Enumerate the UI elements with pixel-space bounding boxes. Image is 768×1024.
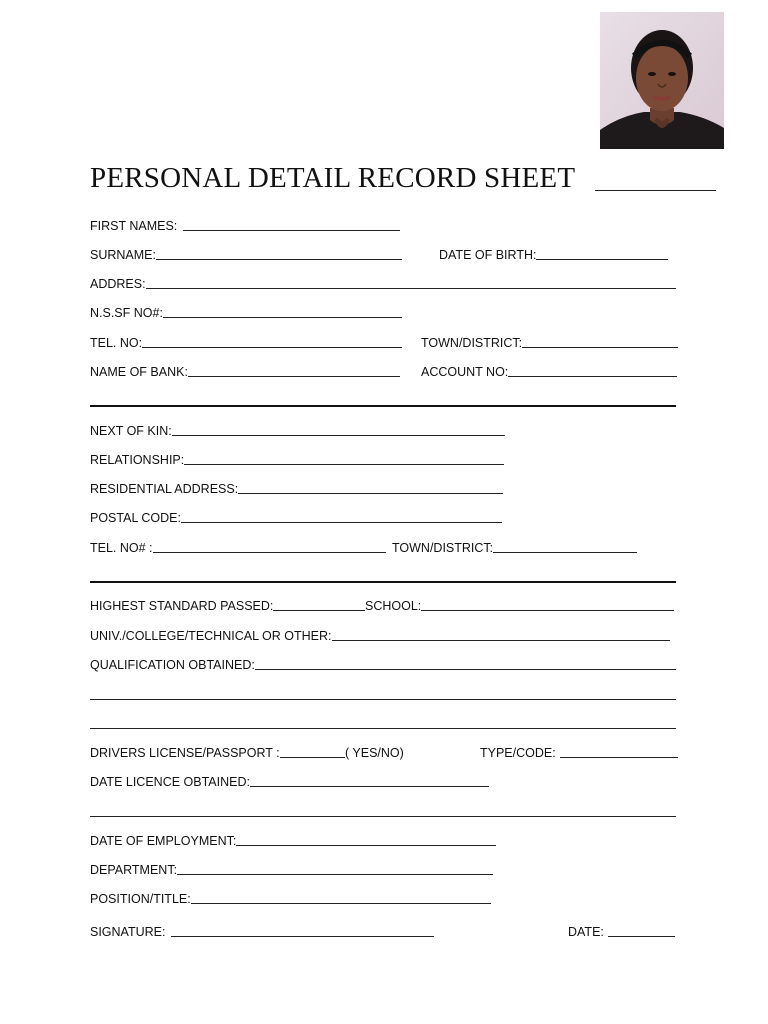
relationship-field[interactable] <box>90 448 504 468</box>
address-label: ADDRES: <box>90 277 146 291</box>
nssf-no-line[interactable] <box>163 317 402 318</box>
first-names-field[interactable] <box>90 214 400 234</box>
position-title-line[interactable] <box>191 903 491 904</box>
signature-field[interactable] <box>90 920 434 940</box>
surname-field[interactable] <box>90 243 402 263</box>
drivers-license-label: DRIVERS LICENSE/PASSPORT : <box>90 746 280 760</box>
type-code-label: TYPE/CODE: <box>480 746 556 760</box>
town-district-label: TOWN/DISTRICT: <box>421 336 523 350</box>
residential-address-line[interactable] <box>238 493 503 494</box>
section-divider <box>90 581 676 583</box>
nssf-no-label: N.S.SF NO#: <box>90 306 163 320</box>
position-title-field[interactable] <box>90 887 491 907</box>
qualification-extra-line[interactable] <box>90 728 676 729</box>
bank-name-line[interactable] <box>188 376 400 377</box>
first-names-label: FIRST NAMES: <box>90 219 178 233</box>
account-no-field[interactable] <box>421 360 677 380</box>
next-of-kin-label: NEXT OF KIN: <box>90 424 172 438</box>
date-of-employment-label: DATE OF EMPLOYMENT: <box>90 834 237 848</box>
account-no-label: ACCOUNT NO: <box>421 365 509 379</box>
date-label: DATE: <box>568 925 604 939</box>
relationship-label: RELATIONSHIP: <box>90 453 185 467</box>
section-divider-thin <box>90 816 676 817</box>
date-licence-obtained-field[interactable] <box>90 770 489 790</box>
date-of-birth-line[interactable] <box>536 259 668 260</box>
date-licence-obtained-line[interactable] <box>250 786 489 787</box>
residential-address-field[interactable] <box>90 477 503 497</box>
school-label: SCHOOL: <box>365 599 422 613</box>
school-line[interactable] <box>421 610 674 611</box>
kin-town-district-label: TOWN/DISTRICT: <box>392 541 494 555</box>
position-title-label: POSITION/TITLE: <box>90 892 191 906</box>
bank-name-field[interactable] <box>90 360 400 380</box>
univ-college-line[interactable] <box>332 640 671 641</box>
date-licence-obtained-label: DATE LICENCE OBTAINED: <box>90 775 250 789</box>
surname-label: SURNAME: <box>90 248 156 262</box>
postal-code-line[interactable] <box>181 522 502 523</box>
highest-standard-field[interactable] <box>90 594 365 614</box>
postal-code-label: POSTAL CODE: <box>90 511 181 525</box>
type-code-field[interactable] <box>480 741 678 761</box>
date-of-employment-field[interactable] <box>90 829 496 849</box>
residential-address-label: RESIDENTIAL ADDRESS: <box>90 482 239 496</box>
postal-code-field[interactable] <box>90 506 502 526</box>
next-of-kin-field[interactable] <box>90 419 505 439</box>
school-field[interactable] <box>365 594 674 614</box>
date-field[interactable] <box>568 920 675 940</box>
portrait-image <box>600 12 724 149</box>
qualification-field[interactable] <box>90 653 676 673</box>
drivers-license-line[interactable] <box>280 757 345 758</box>
highest-standard-line[interactable] <box>273 610 365 611</box>
address-field[interactable] <box>90 272 676 292</box>
type-code-line[interactable] <box>560 757 678 758</box>
bank-name-label: NAME OF BANK: <box>90 365 188 379</box>
kin-town-district-field[interactable] <box>392 536 637 556</box>
title-underline <box>595 190 716 191</box>
department-label: DEPARTMENT: <box>90 863 178 877</box>
town-district-line[interactable] <box>522 347 678 348</box>
passport-photo <box>600 12 724 149</box>
town-district-field[interactable] <box>421 331 678 351</box>
date-of-birth-field[interactable] <box>439 243 668 263</box>
tel-no-line[interactable] <box>142 347 402 348</box>
section-divider <box>90 405 676 407</box>
date-of-employment-line[interactable] <box>236 845 496 846</box>
qualification-line[interactable] <box>255 669 676 670</box>
univ-college-field[interactable] <box>90 624 670 644</box>
highest-standard-label: HIGHEST STANDARD PASSED: <box>90 599 274 613</box>
kin-town-district-line[interactable] <box>493 552 637 553</box>
qualification-label: QUALIFICATION OBTAINED: <box>90 658 255 672</box>
signature-line[interactable] <box>171 936 434 937</box>
univ-college-label: UNIV./COLLEGE/TECHNICAL OR OTHER: <box>90 629 332 643</box>
nssf-no-field[interactable] <box>90 301 402 321</box>
kin-tel-no-label: TEL. NO# : <box>90 541 153 555</box>
account-no-line[interactable] <box>508 376 677 377</box>
address-line[interactable] <box>146 288 676 289</box>
department-field[interactable] <box>90 858 493 878</box>
tel-no-label: TEL. NO: <box>90 336 143 350</box>
next-of-kin-line[interactable] <box>172 435 505 436</box>
surname-line[interactable] <box>156 259 402 260</box>
date-of-birth-label: DATE OF BIRTH: <box>439 248 537 262</box>
drivers-license-field[interactable] <box>90 741 345 761</box>
date-line[interactable] <box>608 936 675 937</box>
kin-tel-no-field[interactable] <box>90 536 386 556</box>
kin-tel-no-line[interactable] <box>153 552 386 553</box>
qualification-extra-line[interactable] <box>90 699 676 700</box>
yes-no-hint <box>345 741 405 761</box>
department-line[interactable] <box>177 874 493 875</box>
page-title: PERSONAL DETAIL RECORD SHEET <box>90 162 576 194</box>
signature-label: SIGNATURE: <box>90 925 166 939</box>
tel-no-field[interactable] <box>90 331 402 351</box>
yes-no-label: ( YES/NO) <box>345 746 404 760</box>
first-names-line[interactable] <box>183 230 400 231</box>
relationship-line[interactable] <box>184 464 504 465</box>
